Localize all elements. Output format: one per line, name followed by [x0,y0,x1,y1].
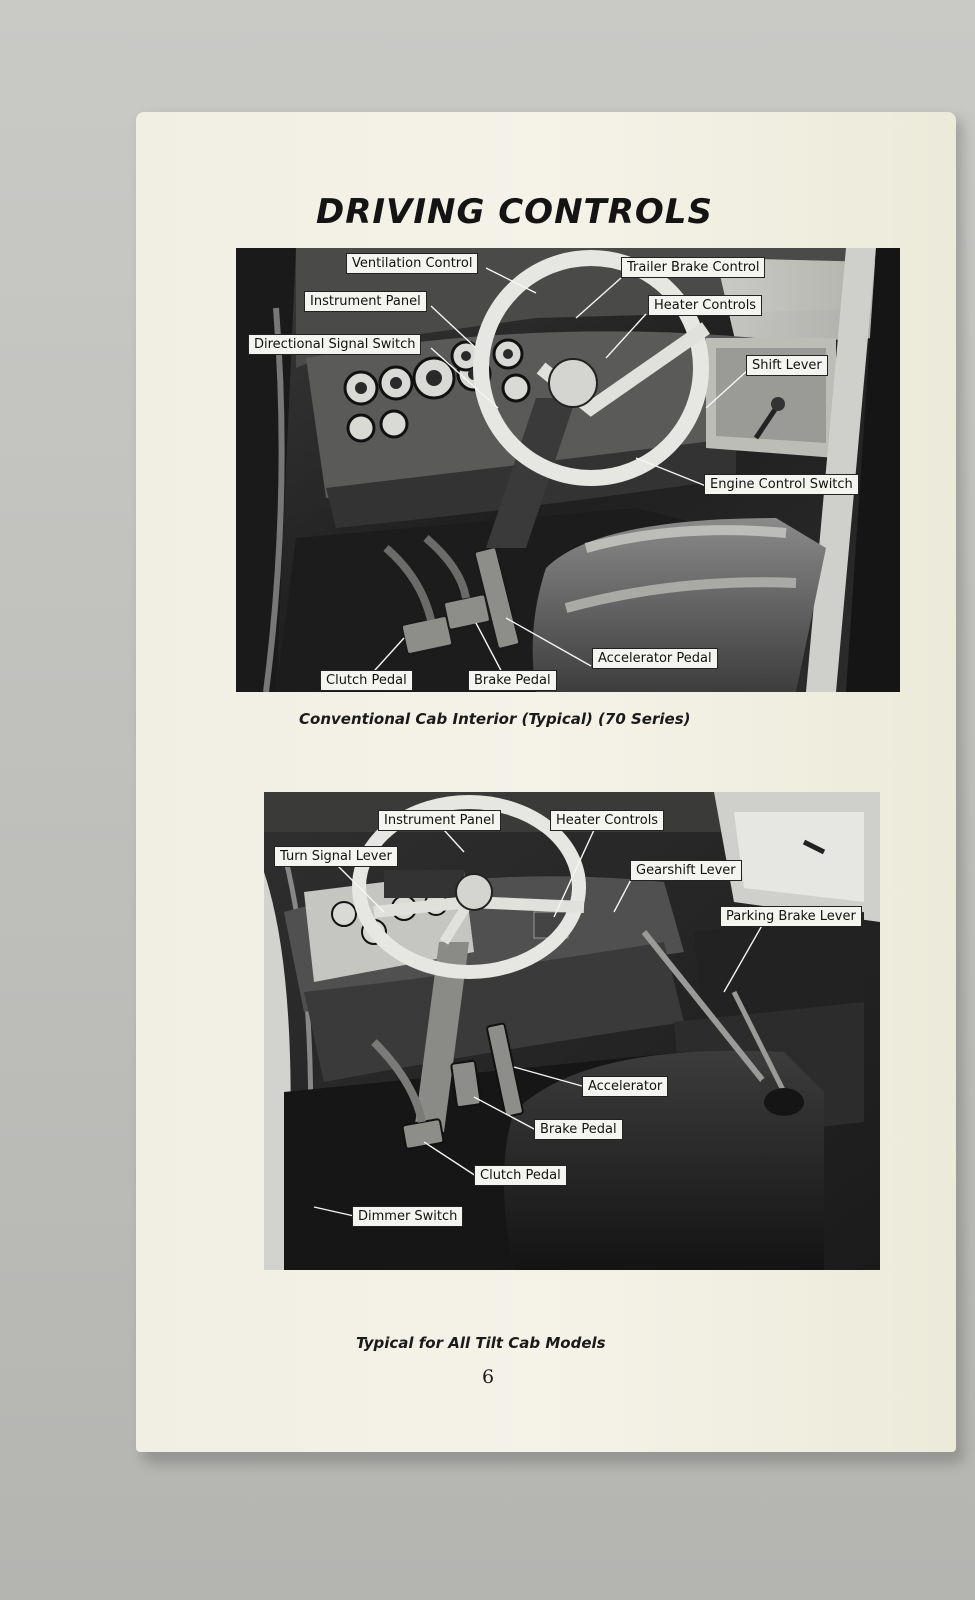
label-brake-pedal: Brake Pedal [468,670,557,691]
label-brake-pedal: Brake Pedal [534,1119,623,1140]
label-heater-controls: Heater Controls [550,810,664,831]
label-directional-signal-switch: Directional Signal Switch [248,334,421,355]
page-number: 6 [482,1366,495,1388]
label-instrument-panel: Instrument Panel [378,810,501,831]
label-trailer-brake-control: Trailer Brake Control [621,257,765,278]
label-shift-lever: Shift Lever [746,355,828,376]
figure-1-caption: Conventional Cab Interior (Typical) (70 Series) [299,710,691,728]
label-ventilation-control: Ventilation Control [346,253,478,274]
label-heater-controls: Heater Controls [648,295,762,316]
tilt-cab-photo [264,792,880,1270]
label-instrument-panel: Instrument Panel [304,291,427,312]
manual-page [136,112,956,1452]
label-parking-brake-lever: Parking Brake Lever [720,906,862,927]
conventional-cab-illustration [236,248,900,692]
label-clutch-pedal: Clutch Pedal [320,670,413,691]
figure-2-caption: Typical for All Tilt Cab Models [356,1334,606,1352]
label-dimmer-switch: Dimmer Switch [352,1206,463,1227]
label-turn-signal-lever: Turn Signal Lever [274,846,398,867]
conventional-cab-photo [236,248,900,692]
label-accelerator-pedal: Accelerator Pedal [592,648,718,669]
label-accelerator: Accelerator [582,1076,668,1097]
label-clutch-pedal: Clutch Pedal [474,1165,567,1186]
page-title: DRIVING CONTROLS [316,192,713,232]
label-gearshift-lever: Gearshift Lever [630,860,742,881]
label-engine-control-switch: Engine Control Switch [704,474,859,495]
